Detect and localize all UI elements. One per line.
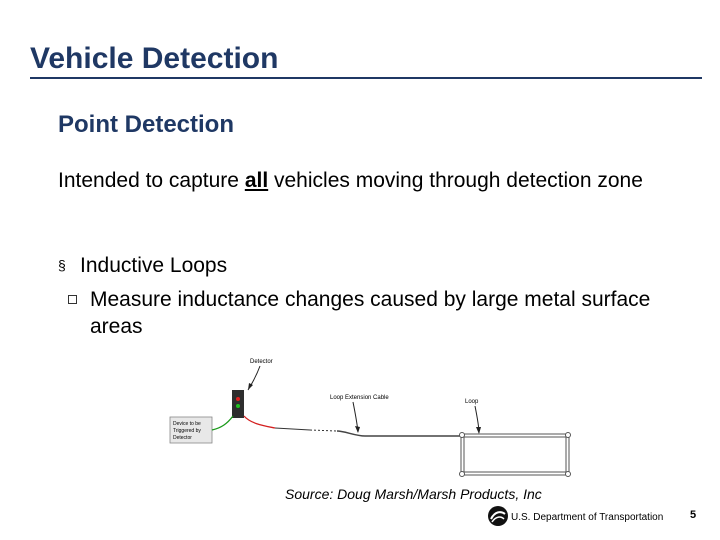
loop-corner bbox=[566, 472, 571, 477]
cable-label: Loop Extension Cable bbox=[330, 395, 389, 401]
intro-paragraph bbox=[58, 167, 688, 194]
dot-logo-icon bbox=[487, 505, 509, 527]
slide-subtitle: Point Detection bbox=[58, 111, 235, 138]
intro-text-before: Intended to capture bbox=[58, 169, 245, 192]
loop-corner bbox=[460, 472, 465, 477]
device-label-line3: Detector bbox=[173, 435, 192, 441]
sub-bullet-marker bbox=[68, 295, 77, 304]
red-lead-wire bbox=[244, 416, 275, 428]
source-citation: Source: Doug Marsh/Marsh Products, Inc bbox=[285, 486, 542, 502]
intro-emphasis: all bbox=[244, 169, 269, 192]
footer-department: U.S. Department of Transportation bbox=[511, 512, 664, 523]
lead-wire bbox=[275, 428, 310, 430]
loop-extension-cable bbox=[337, 431, 461, 436]
detector-label: Detector bbox=[250, 359, 273, 365]
detector-led-red bbox=[236, 397, 240, 401]
device-wire bbox=[212, 416, 233, 430]
loop-corner bbox=[566, 433, 571, 438]
bullet-inductive-loops bbox=[58, 252, 227, 279]
device-label-line2: Triggered by bbox=[173, 428, 201, 434]
inductive-loop-diagram bbox=[165, 350, 585, 482]
sub-bullet-inductance bbox=[68, 286, 668, 340]
dashed-splice bbox=[310, 430, 337, 431]
loop-label: Loop bbox=[465, 399, 479, 405]
loop-inner bbox=[464, 437, 566, 472]
detector-arrowhead bbox=[248, 383, 253, 390]
loop-corner bbox=[460, 433, 465, 438]
page-number: 5 bbox=[690, 509, 697, 521]
bullet-marker: § bbox=[58, 257, 66, 273]
detector-led-green bbox=[236, 404, 240, 408]
device-label-line1: Device to be bbox=[173, 421, 201, 427]
bullet-text: Inductive Loops bbox=[80, 254, 228, 277]
title-divider bbox=[30, 77, 702, 79]
slide-title: Vehicle Detection bbox=[30, 42, 279, 75]
intro-text-after: vehicles moving through detection zone bbox=[268, 169, 643, 192]
loop-outer bbox=[461, 434, 569, 475]
sub-bullet-text: Measure inductance changes caused by large metal surface areas bbox=[90, 288, 651, 338]
